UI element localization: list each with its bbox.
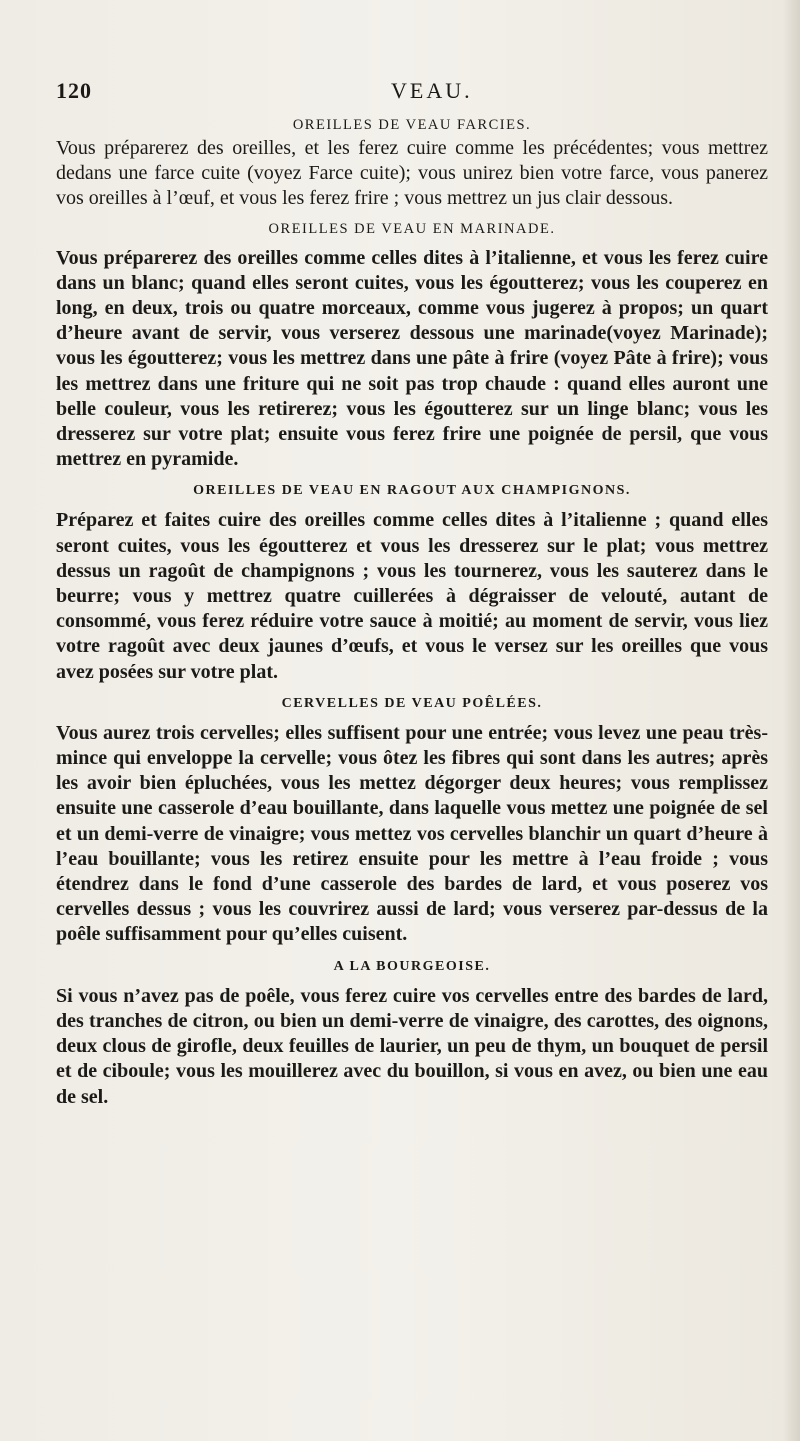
text-block [56,114,768,1110]
section-title-oreilles-farcies: OREILLES DE VEAU FARCIES. [292,117,532,133]
section-title-oreilles-marinade: OREILLES DE VEAU EN MARINADE. [268,220,556,237]
section-title-oreilles-ragout: OREILLES DE VEAU EN RAGOUT AUX CHAMPIGNONS. [193,483,631,499]
section-title-cervelles-poelees: CERVELLES DE VEAU POÊLÉES. [281,695,543,711]
section-text-oreilles-ragout: Préparez et faites cuire des oreilles comme celles dites à l’italienne ; quand elles seront cuites, vous les égoutterez et vous les dresserez sur le plat; vous mettrez dessus un ragoût de champignons ; vous les tournerez, vous les sauterez dans le beurre; vous y mettrez quatre cuillerées à dégraisser de velouté, autant de consommé, vous ferez réduire votre sauce à moitié; au moment de servir, vous liez votre ragoût avec deux jaunes d’œufs, et vous le versez sur les oreilles que vous avez posées sur votre plat. [56,509,768,683]
page-number: 120 [56,78,92,103]
section-text-a-la-bourgeoise: Si vous n’avez pas de poêle, vous ferez cuire vos cervelles entre des bardes de lard, des tranches de citron, ou bien un demi-verre de vinaigre, des carottes, des oignons, deux clous de girofle, deux feuilles de laurier, un peu de thym, un bouquet de persil et de ciboule; vous les mouillerez avec du bouillon, si vous en avez, ou bien une eau de sel. [56,984,768,1108]
page-header [56,78,746,108]
section-text-oreilles-marinade: Vous préparerez des oreilles comme celles dites à l’italienne, et vous les ferez cuire dans un blanc; quand elles seront cuites, vous les égoutterez; vous les couperez en long, en deux, trois ou quatre morceaux, comme vous jugerez à propos; un quart d’heure avant de servir, vous verserez dessous une marinade(voyez Marinade); vous les égoutterez; vous les mettrez dans une pâte à frire (voyez Pâte à frire); vous les mettrez dans une friture qui ne soit pas trop chaude : quand elles auront une belle couleur, vous les retirerez; vous les égoutterez sur un linge blanc; vous les dresserez sur votre plat; ensuite vous ferez frire une poignée de persil, que vous mettrez en pyramide. [56,246,768,471]
page-edge-shadow [782,0,800,1441]
section-text-oreilles-farcies: Vous préparerez des oreilles, et les ferez cuire comme les précédentes; vous mettrez dedans une farce cuite (voyez Farce cuite); vous unirez bien votre farce, vous panerez vos oreilles à l’œuf, et vous les ferez frire ; vous mettrez un jus clair dessous. [56,137,768,210]
section-title-a-la-bourgeoise: A LA BOURGEOISE. [333,958,491,974]
section-text-cervelles-poelees: Vous aurez trois cervelles; elles suffisent pour une entrée; vous levez une peau très-mince qui enveloppe la cervelle; vous ôtez les fibres qui sont dans les autres; après les avoir bien épluchées, vous les mettez dégorger deux heures; vous remplissez ensuite une casserole d’eau bouillante, dans laquelle vous mettez une poignée de sel et un demi-verre de vinaigre; vous mettez vos cervelles blanchir un quart d’heure à l’eau bouillante; vous les retirez ensuite pour les mettre à l’eau froide ; vous étendrez dans le fond d’une casserole des bardes de lard, et vous poserez vos cervelles dessus ; vous les couvrirez aussi de lard; vous verserez par-dessus de la poêle suffisamment pour qu’elles cuisent. [56,721,768,946]
running-title: VEAU. [391,78,473,103]
